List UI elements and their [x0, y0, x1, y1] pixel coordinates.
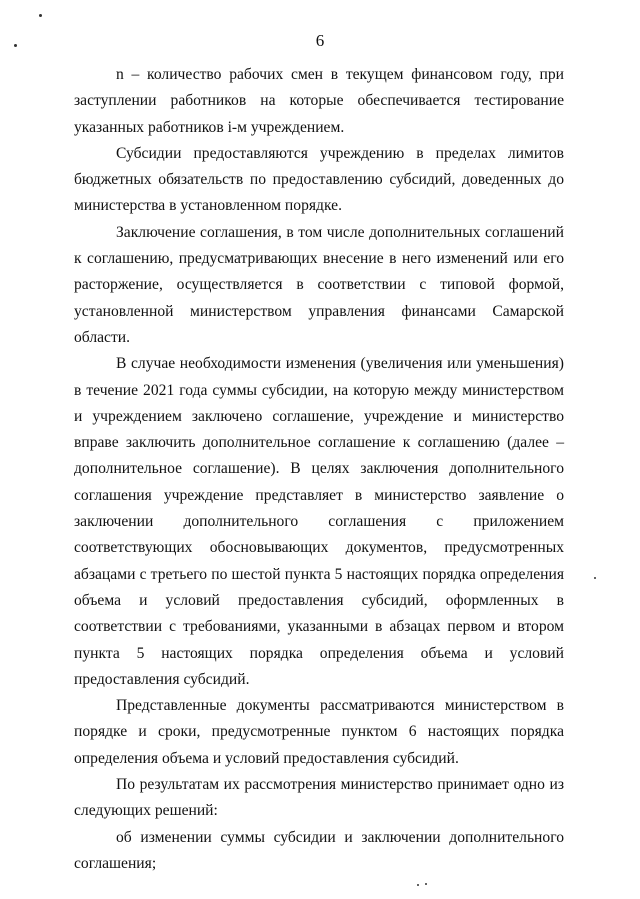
paragraph: Субсидии предоставляются учреждению в пределах лимитов бюджетных обязательств по предоставлению субсидий, доведенных до министерства в установленном порядке.: [74, 144, 564, 215]
paragraph: об изменении суммы субсидии и заключении дополнительного соглашения;: [74, 828, 564, 872]
paragraph: n – количество рабочих смен в текущем финансовом году, при заступлении работников на которые обеспечивается тестирование указанных работников i-м учреждением.: [74, 66, 564, 136]
scan-speck: [417, 884, 419, 886]
paragraph: Заключение соглашения, в том числе дополнительных соглашений к соглашению, предусматривающих внесение в него изменений или его расторжение, осуществляется в соответствии с типовой формой, установленной министерством управления финансами Самарской области.: [74, 223, 564, 346]
page-number: 6: [315, 31, 325, 50]
paragraph: Представленные документы рассматриваются министерством в порядке и сроки, предусмотренные пунктом 6 настоящих порядка определения объема и условий предоставления субсидий.: [74, 697, 564, 767]
scan-speck: [425, 883, 427, 885]
scan-speck: [594, 577, 596, 579]
document-body: [74, 62, 564, 877]
scan-speck: [39, 14, 42, 17]
paragraph: В случае необходимости изменения (увеличения или уменьшения) в течение 2021 года суммы субсидии, на которую между министерством и учреждением заключено соглашение, учреждение и министерство вправе заключить дополнительное соглашение к соглашению (далее – дополнительное соглашение). В целях заключения дополнительного соглашения учреждение представляет в министерство заявление о заключении дополнительного соглашения с приложением соответствующих обосновывающих документов, предусмотренных абзацами с третьего по шестой пункта 5 настоящих порядка определения объема и условий предоставления субсидий, оформленных в соответствии с требованиями, указанными в абзацах первом и втором пункта 5 настоящих порядка определения объема и условий предоставления субсидий.: [74, 355, 564, 688]
paragraph: По результатам их рассмотрения министерство принимает одно из следующих решений:: [74, 776, 564, 820]
